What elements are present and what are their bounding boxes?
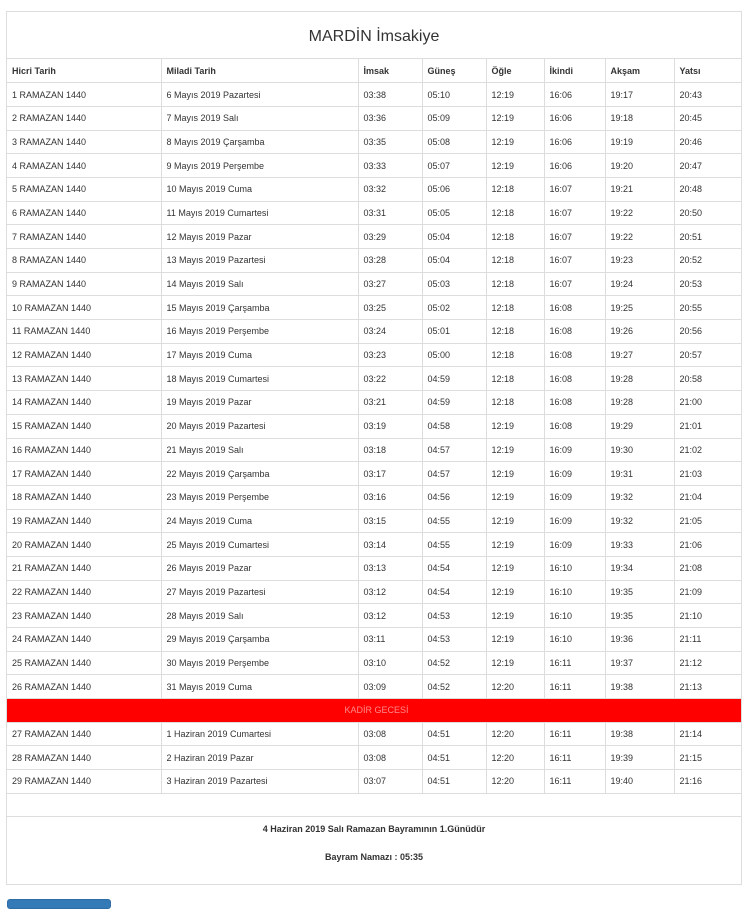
header-aksam: Akşam bbox=[605, 59, 674, 83]
table-cell: 14 Mayıs 2019 Salı bbox=[161, 272, 358, 296]
table-cell: 11 RAMAZAN 1440 bbox=[7, 320, 161, 344]
table-cell: 12:19 bbox=[486, 414, 544, 438]
table-cell: 21:16 bbox=[674, 770, 741, 794]
table-cell: 04:51 bbox=[422, 770, 486, 794]
table-cell: 29 RAMAZAN 1440 bbox=[7, 770, 161, 794]
table-cell: 7 Mayıs 2019 Salı bbox=[161, 106, 358, 130]
table-cell: 16:09 bbox=[544, 438, 605, 462]
table-cell: 17 Mayıs 2019 Cuma bbox=[161, 343, 358, 367]
table-cell: 16:08 bbox=[544, 414, 605, 438]
table-cell: 7 RAMAZAN 1440 bbox=[7, 225, 161, 249]
table-cell: 21 Mayıs 2019 Salı bbox=[161, 438, 358, 462]
table-cell: 21:11 bbox=[674, 628, 741, 652]
table-row bbox=[7, 154, 741, 178]
table-cell: 2 RAMAZAN 1440 bbox=[7, 106, 161, 130]
table-cell: 28 RAMAZAN 1440 bbox=[7, 746, 161, 770]
table-cell: 19:22 bbox=[605, 201, 674, 225]
table-cell: 04:56 bbox=[422, 485, 486, 509]
table-cell: 12:20 bbox=[486, 722, 544, 746]
table-row bbox=[7, 272, 741, 296]
table-cell: 04:51 bbox=[422, 722, 486, 746]
table-cell: 03:25 bbox=[358, 296, 422, 320]
table-cell: 19:28 bbox=[605, 391, 674, 415]
table-cell: 05:01 bbox=[422, 320, 486, 344]
table-body-after bbox=[7, 722, 741, 793]
table-row bbox=[7, 485, 741, 509]
table-cell: 16:09 bbox=[544, 533, 605, 557]
table-cell: 20 RAMAZAN 1440 bbox=[7, 533, 161, 557]
table-spacer bbox=[7, 794, 741, 817]
table-cell: 05:03 bbox=[422, 272, 486, 296]
table-cell: 16:07 bbox=[544, 177, 605, 201]
table-cell: 27 Mayıs 2019 Pazartesi bbox=[161, 580, 358, 604]
table-cell: 19:38 bbox=[605, 722, 674, 746]
table-cell: 19:28 bbox=[605, 367, 674, 391]
table-cell: 03:08 bbox=[358, 722, 422, 746]
footer bbox=[7, 817, 741, 863]
table-cell: 03:10 bbox=[358, 651, 422, 675]
table-cell: 6 RAMAZAN 1440 bbox=[7, 201, 161, 225]
table-cell: 16:09 bbox=[544, 462, 605, 486]
table-cell: 16:08 bbox=[544, 296, 605, 320]
table-cell: 27 RAMAZAN 1440 bbox=[7, 722, 161, 746]
table-cell: 5 RAMAZAN 1440 bbox=[7, 177, 161, 201]
table-cell: 12:19 bbox=[486, 509, 544, 533]
table-row bbox=[7, 177, 741, 201]
table-cell: 03:21 bbox=[358, 391, 422, 415]
table-cell: 21:14 bbox=[674, 722, 741, 746]
table-cell: 13 RAMAZAN 1440 bbox=[7, 367, 161, 391]
table-cell: 16:11 bbox=[544, 770, 605, 794]
table-cell: 12:19 bbox=[486, 438, 544, 462]
table-cell: 19:38 bbox=[605, 675, 674, 699]
table-cell: 12:19 bbox=[486, 154, 544, 178]
table-cell: 12:19 bbox=[486, 628, 544, 652]
table-cell: 04:59 bbox=[422, 391, 486, 415]
table-cell: 19 Mayıs 2019 Pazar bbox=[161, 391, 358, 415]
table-cell: 16 RAMAZAN 1440 bbox=[7, 438, 161, 462]
table-cell: 04:52 bbox=[422, 675, 486, 699]
table-cell: 19:32 bbox=[605, 485, 674, 509]
table-cell: 12:18 bbox=[486, 343, 544, 367]
table-cell: 10 Mayıs 2019 Cuma bbox=[161, 177, 358, 201]
table-cell: 26 Mayıs 2019 Pazar bbox=[161, 556, 358, 580]
table-cell: 04:57 bbox=[422, 438, 486, 462]
table-cell: 16:06 bbox=[544, 154, 605, 178]
table-row bbox=[7, 770, 741, 794]
table-row bbox=[7, 201, 741, 225]
table-cell: 03:07 bbox=[358, 770, 422, 794]
table-cell: 16:06 bbox=[544, 130, 605, 154]
bayram-note: 4 Haziran 2019 Salı Ramazan Bayramının 1.Günüdür bbox=[262, 823, 486, 834]
table-row bbox=[7, 509, 741, 533]
table-cell: 05:07 bbox=[422, 154, 486, 178]
table-cell: 03:23 bbox=[358, 343, 422, 367]
table-cell: 21:03 bbox=[674, 462, 741, 486]
table-cell: 12:18 bbox=[486, 177, 544, 201]
table-cell: 03:14 bbox=[358, 533, 422, 557]
table-cell: 12:18 bbox=[486, 296, 544, 320]
table-cell: 03:17 bbox=[358, 462, 422, 486]
table-cell: 20:55 bbox=[674, 296, 741, 320]
table-cell: 21:13 bbox=[674, 675, 741, 699]
table-row bbox=[7, 83, 741, 107]
table-cell: 12:20 bbox=[486, 675, 544, 699]
table-row bbox=[7, 367, 741, 391]
table-cell: 03:32 bbox=[358, 177, 422, 201]
table-cell: 26 RAMAZAN 1440 bbox=[7, 675, 161, 699]
table-cell: 03:28 bbox=[358, 249, 422, 273]
table-row bbox=[7, 746, 741, 770]
table-cell: 19:22 bbox=[605, 225, 674, 249]
table-cell: 12:19 bbox=[486, 580, 544, 604]
table-cell: 16:11 bbox=[544, 651, 605, 675]
table-cell: 20:46 bbox=[674, 130, 741, 154]
table-cell: 20 Mayıs 2019 Pazartesi bbox=[161, 414, 358, 438]
table-cell: 25 RAMAZAN 1440 bbox=[7, 651, 161, 675]
table-cell: 19:35 bbox=[605, 604, 674, 628]
table-cell: 19:27 bbox=[605, 343, 674, 367]
table-cell: 16:08 bbox=[544, 343, 605, 367]
table-cell: 19:30 bbox=[605, 438, 674, 462]
table-cell: 16:06 bbox=[544, 83, 605, 107]
table-cell: 16:07 bbox=[544, 201, 605, 225]
table-cell: 04:55 bbox=[422, 509, 486, 533]
table-cell: 20:50 bbox=[674, 201, 741, 225]
table-cell: 04:51 bbox=[422, 746, 486, 770]
table-cell: 19:32 bbox=[605, 509, 674, 533]
table-cell: 21:01 bbox=[674, 414, 741, 438]
table-cell: 15 RAMAZAN 1440 bbox=[7, 414, 161, 438]
table-cell: 12:20 bbox=[486, 746, 544, 770]
table-cell: 18 RAMAZAN 1440 bbox=[7, 485, 161, 509]
table-cell: 20:53 bbox=[674, 272, 741, 296]
table-cell: 21:10 bbox=[674, 604, 741, 628]
table-cell: 6 Mayıs 2019 Pazartesi bbox=[161, 83, 358, 107]
table-cell: 12:18 bbox=[486, 272, 544, 296]
table-cell: 12:19 bbox=[486, 604, 544, 628]
table-cell: 19:25 bbox=[605, 296, 674, 320]
table-cell: 19:37 bbox=[605, 651, 674, 675]
table-cell: 13 Mayıs 2019 Pazartesi bbox=[161, 249, 358, 273]
table-cell: 12:18 bbox=[486, 320, 544, 344]
table-row bbox=[7, 675, 741, 699]
table-cell: 15 Mayıs 2019 Çarşamba bbox=[161, 296, 358, 320]
table-cell: 20:47 bbox=[674, 154, 741, 178]
table-cell: 19:36 bbox=[605, 628, 674, 652]
table-cell: 16:08 bbox=[544, 367, 605, 391]
table-cell: 19:35 bbox=[605, 580, 674, 604]
table-cell: 03:12 bbox=[358, 580, 422, 604]
table-cell: 16:10 bbox=[544, 628, 605, 652]
table-cell: 03:11 bbox=[358, 628, 422, 652]
table-cell: 20:56 bbox=[674, 320, 741, 344]
table-row bbox=[7, 249, 741, 273]
table-body-before bbox=[7, 83, 741, 699]
table-row bbox=[7, 556, 741, 580]
table-cell: 16:11 bbox=[544, 675, 605, 699]
table-cell: 12 RAMAZAN 1440 bbox=[7, 343, 161, 367]
table-cell: 05:06 bbox=[422, 177, 486, 201]
table-row bbox=[7, 106, 741, 130]
table-cell: 03:19 bbox=[358, 414, 422, 438]
table-cell: 21:08 bbox=[674, 556, 741, 580]
table-cell: 20:51 bbox=[674, 225, 741, 249]
table-cell: 9 Mayıs 2019 Perşembe bbox=[161, 154, 358, 178]
table-cell: 19:39 bbox=[605, 746, 674, 770]
table-cell: 03:24 bbox=[358, 320, 422, 344]
table-cell: 16:10 bbox=[544, 580, 605, 604]
table-cell: 9 RAMAZAN 1440 bbox=[7, 272, 161, 296]
header-imsak: İmsak bbox=[358, 59, 422, 83]
table-cell: 05:04 bbox=[422, 225, 486, 249]
table-cell: 1 RAMAZAN 1440 bbox=[7, 83, 161, 107]
table-cell: 16:10 bbox=[544, 604, 605, 628]
table-cell: 12 Mayıs 2019 Pazar bbox=[161, 225, 358, 249]
table-cell: 12:19 bbox=[486, 556, 544, 580]
table-row bbox=[7, 343, 741, 367]
table-cell: 2 Haziran 2019 Pazar bbox=[161, 746, 358, 770]
table-cell: 8 RAMAZAN 1440 bbox=[7, 249, 161, 273]
table-cell: 19 RAMAZAN 1440 bbox=[7, 509, 161, 533]
table-cell: 04:53 bbox=[422, 628, 486, 652]
table-cell: 19:34 bbox=[605, 556, 674, 580]
table-cell: 19:20 bbox=[605, 154, 674, 178]
table-cell: 05:02 bbox=[422, 296, 486, 320]
table-row bbox=[7, 604, 741, 628]
table-cell: 16:11 bbox=[544, 722, 605, 746]
table-cell: 11 Mayıs 2019 Cumartesi bbox=[161, 201, 358, 225]
imsakiye-panel bbox=[6, 11, 742, 885]
kadir-gecesi-row bbox=[7, 699, 741, 723]
action-button[interactable] bbox=[7, 899, 111, 909]
table-row bbox=[7, 296, 741, 320]
table-row bbox=[7, 320, 741, 344]
page-title: MARDİN İmsakiye bbox=[7, 12, 741, 59]
table-cell: 22 RAMAZAN 1440 bbox=[7, 580, 161, 604]
table-cell: 04:55 bbox=[422, 533, 486, 557]
table-cell: 03:22 bbox=[358, 367, 422, 391]
table-cell: 03:16 bbox=[358, 485, 422, 509]
table-cell: 19:33 bbox=[605, 533, 674, 557]
table-cell: 21:15 bbox=[674, 746, 741, 770]
table-cell: 16:09 bbox=[544, 509, 605, 533]
table-cell: 16:07 bbox=[544, 225, 605, 249]
table-cell: 20:57 bbox=[674, 343, 741, 367]
table-row bbox=[7, 628, 741, 652]
table-cell: 12:18 bbox=[486, 391, 544, 415]
table-cell: 21 RAMAZAN 1440 bbox=[7, 556, 161, 580]
table-cell: 05:05 bbox=[422, 201, 486, 225]
table-cell: 16:07 bbox=[544, 249, 605, 273]
table-cell: 05:04 bbox=[422, 249, 486, 273]
header-ogle: Öğle bbox=[486, 59, 544, 83]
table-cell: 19:26 bbox=[605, 320, 674, 344]
table-cell: 3 Haziran 2019 Pazartesi bbox=[161, 770, 358, 794]
table-cell: 12:20 bbox=[486, 770, 544, 794]
table-cell: 03:31 bbox=[358, 201, 422, 225]
table-cell: 05:10 bbox=[422, 83, 486, 107]
table-cell: 19:18 bbox=[605, 106, 674, 130]
table-cell: 24 Mayıs 2019 Cuma bbox=[161, 509, 358, 533]
table-cell: 03:35 bbox=[358, 130, 422, 154]
table-cell: 20:52 bbox=[674, 249, 741, 273]
bayram-prayer-time: Bayram Namazı : 05:35 bbox=[324, 851, 424, 862]
table-cell: 1 Haziran 2019 Cumartesi bbox=[161, 722, 358, 746]
table-row bbox=[7, 651, 741, 675]
table-cell: 04:53 bbox=[422, 604, 486, 628]
table-cell: 16:10 bbox=[544, 556, 605, 580]
table-cell: 10 RAMAZAN 1440 bbox=[7, 296, 161, 320]
kadir-gecesi-label: KADİR GECESİ bbox=[7, 699, 741, 723]
table-cell: 12:19 bbox=[486, 485, 544, 509]
table-cell: 23 RAMAZAN 1440 bbox=[7, 604, 161, 628]
table-cell: 03:33 bbox=[358, 154, 422, 178]
table-cell: 16:11 bbox=[544, 746, 605, 770]
table-row bbox=[7, 533, 741, 557]
table-cell: 12:18 bbox=[486, 249, 544, 273]
table-cell: 21:09 bbox=[674, 580, 741, 604]
table-row bbox=[7, 580, 741, 604]
table-cell: 29 Mayıs 2019 Çarşamba bbox=[161, 628, 358, 652]
table-cell: 18 Mayıs 2019 Cumartesi bbox=[161, 367, 358, 391]
table-cell: 04:59 bbox=[422, 367, 486, 391]
table-cell: 12:18 bbox=[486, 201, 544, 225]
table-cell: 21:12 bbox=[674, 651, 741, 675]
table-cell: 03:15 bbox=[358, 509, 422, 533]
table-cell: 16:08 bbox=[544, 320, 605, 344]
header-yatsi: Yatsı bbox=[674, 59, 741, 83]
table-cell: 12:19 bbox=[486, 83, 544, 107]
table-cell: 12:18 bbox=[486, 367, 544, 391]
table-row bbox=[7, 438, 741, 462]
header-hicri-tarih: Hicri Tarih bbox=[7, 59, 161, 83]
table-cell: 19:40 bbox=[605, 770, 674, 794]
table-cell: 19:23 bbox=[605, 249, 674, 273]
table-cell: 05:00 bbox=[422, 343, 486, 367]
table-cell: 19:17 bbox=[605, 83, 674, 107]
table-row bbox=[7, 414, 741, 438]
table-cell: 19:24 bbox=[605, 272, 674, 296]
table-cell: 19:31 bbox=[605, 462, 674, 486]
table-row bbox=[7, 225, 741, 249]
table-cell: 16:06 bbox=[544, 106, 605, 130]
table-body-special bbox=[7, 699, 741, 723]
table-cell: 19:29 bbox=[605, 414, 674, 438]
table-cell: 12:18 bbox=[486, 225, 544, 249]
table-header-row bbox=[7, 59, 741, 83]
table-cell: 8 Mayıs 2019 Çarşamba bbox=[161, 130, 358, 154]
table-cell: 22 Mayıs 2019 Çarşamba bbox=[161, 462, 358, 486]
table-cell: 05:08 bbox=[422, 130, 486, 154]
table-cell: 03:38 bbox=[358, 83, 422, 107]
table-cell: 04:54 bbox=[422, 580, 486, 604]
table-cell: 21:02 bbox=[674, 438, 741, 462]
table-cell: 04:58 bbox=[422, 414, 486, 438]
table-cell: 12:19 bbox=[486, 106, 544, 130]
table-cell: 12:19 bbox=[486, 533, 544, 557]
table-cell: 03:08 bbox=[358, 746, 422, 770]
table-cell: 03:12 bbox=[358, 604, 422, 628]
table-row bbox=[7, 462, 741, 486]
table-row bbox=[7, 391, 741, 415]
header-ikindi: İkindi bbox=[544, 59, 605, 83]
table-cell: 23 Mayıs 2019 Perşembe bbox=[161, 485, 358, 509]
table-cell: 17 RAMAZAN 1440 bbox=[7, 462, 161, 486]
table-cell: 21:06 bbox=[674, 533, 741, 557]
table-cell: 16 Mayıs 2019 Perşembe bbox=[161, 320, 358, 344]
table-cell: 04:54 bbox=[422, 556, 486, 580]
header-gunes: Güneş bbox=[422, 59, 486, 83]
table-cell: 21:00 bbox=[674, 391, 741, 415]
table-cell: 19:21 bbox=[605, 177, 674, 201]
table-cell: 3 RAMAZAN 1440 bbox=[7, 130, 161, 154]
table-cell: 4 RAMAZAN 1440 bbox=[7, 154, 161, 178]
table-cell: 21:04 bbox=[674, 485, 741, 509]
table-cell: 16:07 bbox=[544, 272, 605, 296]
table-cell: 12:19 bbox=[486, 651, 544, 675]
table-cell: 25 Mayıs 2019 Cumartesi bbox=[161, 533, 358, 557]
table-cell: 05:09 bbox=[422, 106, 486, 130]
table-cell: 21:05 bbox=[674, 509, 741, 533]
table-cell: 03:18 bbox=[358, 438, 422, 462]
table-cell: 16:09 bbox=[544, 485, 605, 509]
table-cell: 20:48 bbox=[674, 177, 741, 201]
table-cell: 04:57 bbox=[422, 462, 486, 486]
table-row bbox=[7, 130, 741, 154]
table-row bbox=[7, 722, 741, 746]
table-cell: 31 Mayıs 2019 Cuma bbox=[161, 675, 358, 699]
table-cell: 14 RAMAZAN 1440 bbox=[7, 391, 161, 415]
table-cell: 28 Mayıs 2019 Salı bbox=[161, 604, 358, 628]
table-cell: 03:09 bbox=[358, 675, 422, 699]
table-cell: 19:19 bbox=[605, 130, 674, 154]
table-cell: 03:27 bbox=[358, 272, 422, 296]
table-cell: 04:52 bbox=[422, 651, 486, 675]
table-cell: 03:29 bbox=[358, 225, 422, 249]
imsakiye-table bbox=[7, 59, 741, 794]
table-cell: 12:19 bbox=[486, 462, 544, 486]
header-miladi-tarih: Miladi Tarih bbox=[161, 59, 358, 83]
table-cell: 03:36 bbox=[358, 106, 422, 130]
table-cell: 20:43 bbox=[674, 83, 741, 107]
table-cell: 20:45 bbox=[674, 106, 741, 130]
table-cell: 24 RAMAZAN 1440 bbox=[7, 628, 161, 652]
table-cell: 12:19 bbox=[486, 130, 544, 154]
table-cell: 30 Mayıs 2019 Perşembe bbox=[161, 651, 358, 675]
table-cell: 03:13 bbox=[358, 556, 422, 580]
table-cell: 20:58 bbox=[674, 367, 741, 391]
table-cell: 16:08 bbox=[544, 391, 605, 415]
